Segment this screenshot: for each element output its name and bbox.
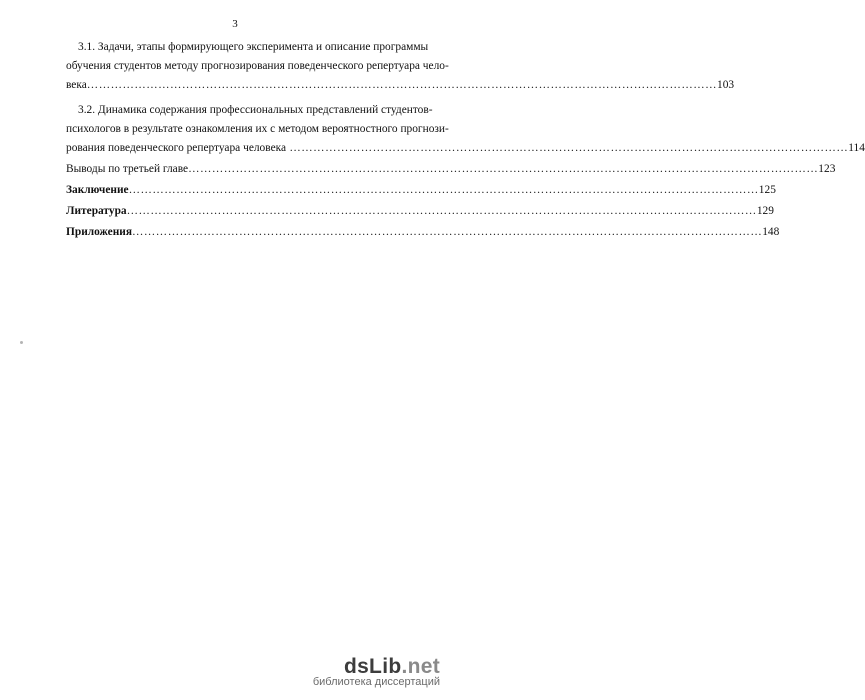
- toc-page-number: 114: [848, 142, 865, 154]
- toc-page-number: 125: [758, 184, 776, 196]
- toc-leader-line: [66, 76, 735, 95]
- dot-leader: ……………………………………………………………………………………………………………………………………………: [126, 205, 757, 217]
- toc-page-number: 123: [818, 163, 836, 175]
- toc-entry-literatura: [66, 202, 774, 221]
- toc-page-number: 148: [762, 226, 780, 238]
- toc-entry-line: обучения студентов методу прогнозирования поведенческого репертуара чело-: [66, 60, 449, 72]
- watermark-subtitle: библиотека диссертаций: [312, 676, 440, 688]
- dot-leader: ……………………………………………………………………………………………………………………………………………: [188, 163, 819, 175]
- dslib-watermark-logo: [313, 655, 440, 688]
- toc-entry-conclusions: [66, 160, 836, 179]
- toc-entry-line: психологов в результате ознакомления их с методом вероятностного прогнози-: [66, 123, 449, 135]
- dot-leader: ……………………………………………………………………………………………………………………………………………: [128, 184, 759, 196]
- dot-leader: ……………………………………………………………………………………………………………………………………………: [86, 79, 717, 91]
- toc-leader-line: [66, 202, 774, 221]
- toc-entry-3-1: [66, 38, 735, 95]
- page-number: 3: [232, 18, 238, 30]
- toc-page-number: 103: [717, 79, 735, 91]
- scan-speck: [20, 341, 23, 344]
- toc-entry-prilozheniya: [66, 223, 780, 242]
- toc-entry-3-2: [66, 101, 865, 158]
- toc-entry-label: века: [66, 79, 87, 91]
- dot-leader: ……………………………………………………………………………………………………………………………………………: [132, 226, 763, 238]
- toc-leader-line: [66, 160, 836, 179]
- toc-leader-line: [66, 223, 780, 242]
- toc-entry-label: Приложения: [66, 226, 133, 238]
- toc-page-number: 129: [756, 205, 774, 217]
- toc-entry-label: Выводы по третьей главе: [66, 163, 189, 175]
- table-of-contents: [66, 38, 865, 242]
- toc-leader-line: [66, 139, 865, 158]
- watermark-brand-suffix: .net: [401, 655, 440, 678]
- toc-leader-line: [66, 181, 776, 200]
- toc-entry-zaklyuchenie: [66, 181, 776, 200]
- toc-entry-line: 3.2. Динамика содержания профессиональных представлений студентов-: [78, 104, 433, 116]
- toc-entry-label: Заключение: [66, 184, 129, 196]
- toc-entry-label: Литература: [66, 205, 127, 217]
- dot-leader: ……………………………………………………………………………………………………………………………: [286, 142, 849, 154]
- watermark-brand-main: dsLib: [343, 655, 402, 678]
- toc-entry-line: 3.1. Задачи, этапы формирующего эксперимента и описание программы: [78, 41, 429, 53]
- toc-entry-label: рования поведенческого репертуара человека: [66, 142, 287, 154]
